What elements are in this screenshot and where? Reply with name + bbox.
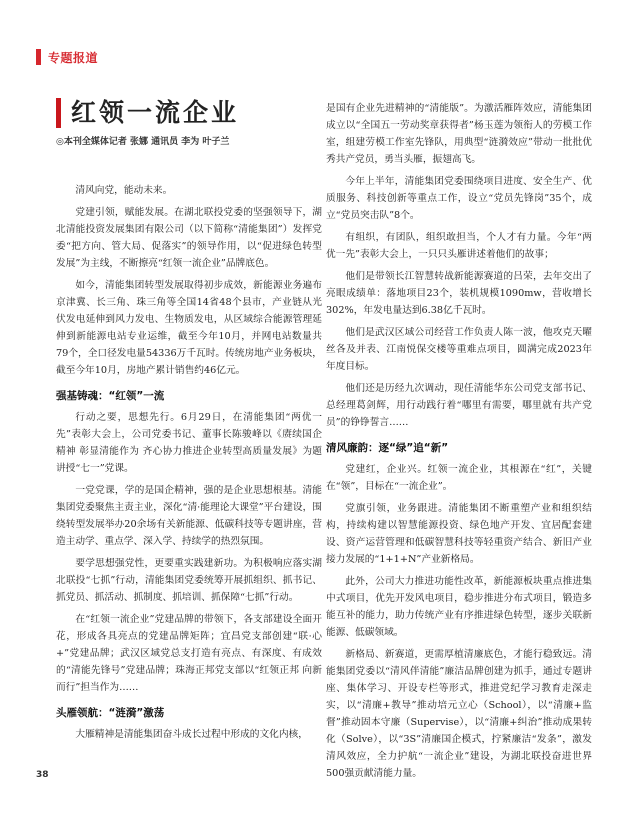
- paragraph: 党建引领，赋能发展。在湖北联投党委的坚强领导下，湖北清能投资发展集团有限公司（以下简称“清能集团”）发挥党委“把方向、管大局、促落实”的领导作用，以“促进绿色转型发展”为主线，不断擦亮“红领一流企业”品牌底色。: [56, 207, 322, 269]
- paragraph: 党建红，企业兴。红领一流企业，其根源在“红”，关键在“领”，目标在“一流企业”。: [326, 464, 592, 492]
- right-column: [326, 100, 592, 787]
- section-heading: 头雁领航：“涟漪”激荡: [56, 707, 165, 719]
- article-title: 红领一流企业: [56, 98, 326, 128]
- paragraph: 行动之要，思想先行。6月29日，在清能集团“两优一先”表彰大会上，公司党委书记、董事长陈骏峰以《赓续国企精神 彰显清能作为 齐心协力推进企业转型高质量发展》为题讲授“七一”党课。: [56, 412, 322, 474]
- paragraph: 大雁精神是清能集团奋斗成长过程中形成的文化内核，: [75, 729, 308, 740]
- paragraph: 一党党课，学的是国企精神，强的是企业思想根基。清能集团党委聚焦主责主业，深化“清·能理论大课堂”平台建设，围绕转型发展举办20余场有关新能源、低碳科技等专题讲座，营造主动学、重点学、深入学、持续学的热烈氛围。: [56, 485, 322, 547]
- paragraph: 在“红领一流企业”党建品牌的带领下，各支部建设全面开花，形成各具亮点的党建品牌矩阵；宜昌党支部创建“联·心+”党建品牌；武汉区域党总支打造有亮点、有深度、有成效的“清能先锋号”党建品牌；珠海正邦党支部以“红领正邦 向新而行”担当作为……: [56, 614, 322, 693]
- paragraph: 清风向党，能动未来。: [75, 185, 173, 196]
- paragraph: 是国有企业先进精神的“清能版”。为激活雁阵效应，清能集团成立以“全国五一劳动奖章获得者”杨玉莲为领衔人的劳模工作室，组建劳模工作室先锋队，用典型“涟漪效应”带动一批批优秀共产党员，勇当头雁，振翅高飞。: [326, 103, 592, 165]
- byline: ◎本刊全媒体记者 张娜 通讯员 李为 叶子兰: [56, 137, 230, 147]
- section-heading: 清风廉韵：逐“绿”追“新”: [326, 442, 449, 454]
- paragraph: 如今，清能集团转型发展取得初步成效，新能源业务遍布京津冀、长三角、珠三角等全国14省48个县市，产业链从光伏发电延伸到风力发电、生物质发电，从区域综合能源管理延伸到新能源电站专业运维，截至今年10月，并网电站数量共79个，全口径发电量54336万千瓦时。传统房地产业务板块，截至今年10月，房地产累计销售约46亿元。: [56, 280, 322, 376]
- paragraph: 党旗引领，业务跟进。清能集团不断重塑产业和组织结构，持续构建以智慧能源投资、绿色地产开发、宜居配套建设、资产运营管理和低碳智慧科技等轻重资产结合、新旧产业接力发展的“1+1+N”产业新格局。: [326, 503, 592, 565]
- paragraph: 要学思想强党性，更要重实践建新功。为积极响应落实湖北联投“七抓”行动，清能集团党委统筹开展抓组织、抓书记、抓党员、抓活动、抓制度、抓培训、抓保障“七抓”行动。: [56, 558, 322, 603]
- paragraph: 有组织，有团队，组织敢担当，个人才有力量。今年“两优一先”表彰大会上，一只只头雁讲述着他们的故事；: [326, 232, 592, 260]
- section-label: 专题报道: [48, 50, 99, 65]
- paragraph: 今年上半年，清能集团党委围绕项目进度、安全生产、优质服务、科技创新等重点工作，设立“党员先锋岗”35个，成立“党员突击队”8个。: [326, 176, 592, 221]
- paragraph: 新格局、新赛道，更需厚植清廉底色，才能行稳致远。清能集团党委以“清风伴清能”廉洁品牌创建为抓手，通过专题讲座、集体学习、开设专栏等形式，推进党纪学习教育走深走实，以“清廉+教导”推动培元立心（School），以“清廉+监督”推动固本守廉（Supervise），以“清廉+纠治”推动成果转化（Solve），以“3S”清廉国企模式，拧紧廉洁“发条”，激发清风效应，全力护航“一流企业”建设，为湖北联投奋进世界500强贡献清能力量。: [326, 649, 592, 779]
- paragraph: 他们还是历经九次调动，现任清能华东公司党支部书记、总经理葛剑辉，用行动践行着“哪里有需要，哪里就有共产党员”的铮铮誓言……: [326, 383, 592, 428]
- headline-block: [56, 98, 326, 148]
- paragraph: 他们是带领长江智慧转战新能源赛道的吕荣，去年交出了亮眼成绩单：落地项目23个，装机规模1090mw，营收增长302%，年发电量达到6.38亿千瓦时。: [326, 271, 592, 316]
- paragraph: 他们是武汉区域公司经营工作负责人陈一波，他攻克天曜丝各及并表、江南悦保交楼等重难点项目，圆满完成2023年年度目标。: [326, 327, 592, 372]
- left-column: [56, 182, 322, 748]
- section-heading: 强基铸魂：“红领”一流: [56, 390, 165, 402]
- page-number: 38: [36, 770, 49, 780]
- section-tag-bar: [36, 49, 41, 65]
- paragraph: 此外，公司大力推进功能性改革，新能源板块重点推进集中式项目，优先开发风电项目，稳步推进分布式项目，锻造多能互补的能力，助力传统产业有序推进绿色转型，逐步关联新能源、低碳领域。: [326, 576, 592, 638]
- section-tag: [36, 47, 98, 67]
